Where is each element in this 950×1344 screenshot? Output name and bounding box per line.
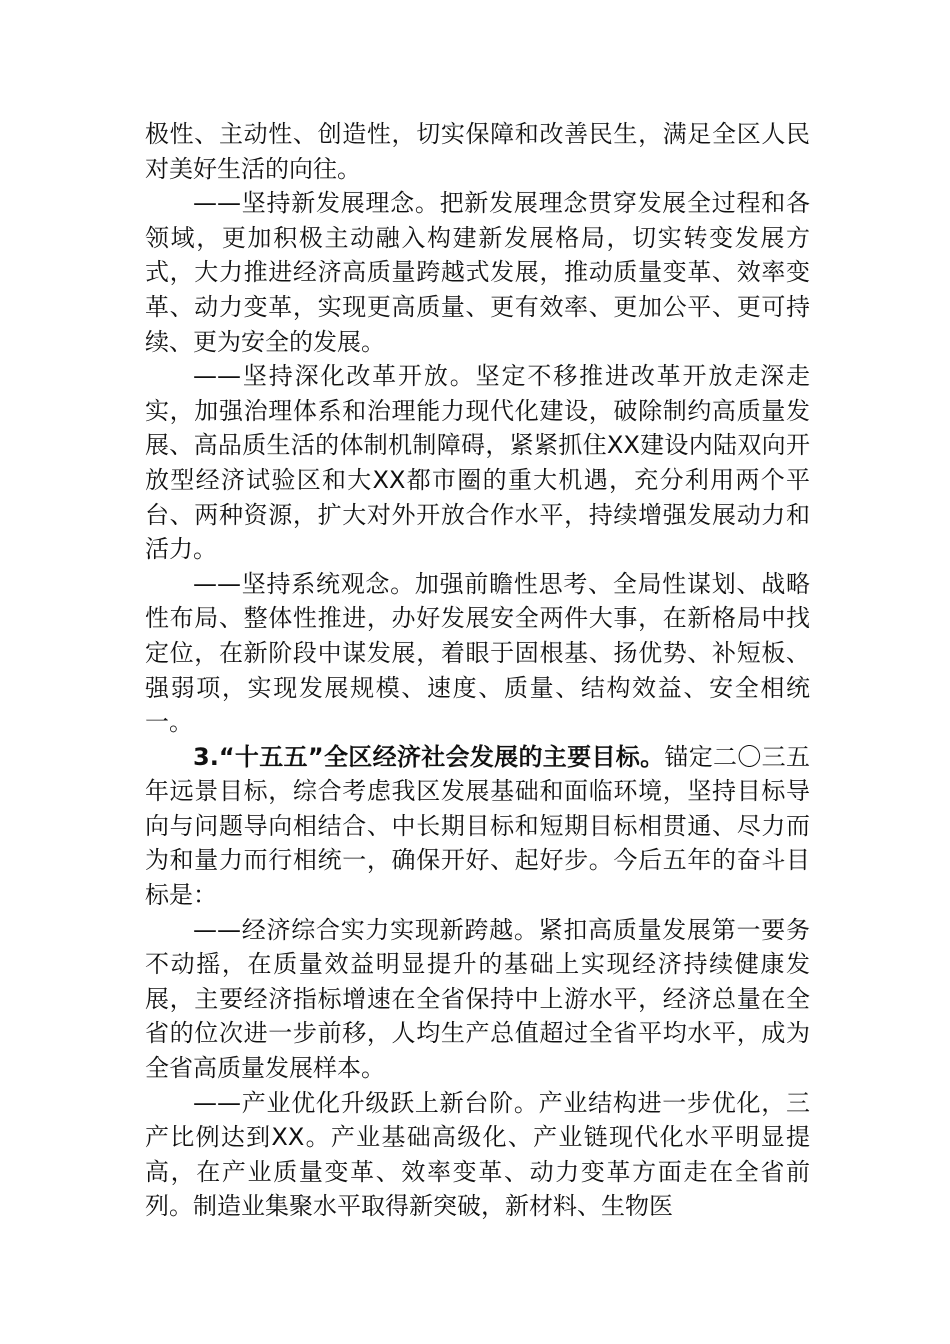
paragraph-continuation: 极性、主动性、创造性，切实保障和改善民生，满足全区人民对美好生活的向往。 bbox=[145, 120, 810, 183]
paragraph-system-view: ——坚持系统观念。加强前瞻性思考、全局性谋划、战略性布局、整体性推进，办好发展安全两件大事，在新格局中找定位，在新阶段中谋发展，着眼于固根基、扬优势、补短板、强弱项，实现发展规模、速度、质量、结构效益、安全相统一。 bbox=[145, 569, 810, 737]
paragraph-economic-strength: ——经济综合实力实现新跨越。紧扣高质量发展第一要务不动摇，在质量效益明显提升的基础上实现经济持续健康发展，主要经济指标增速在全省保持中上游水平，经济总量在全省的位次进一步前移，人均生产总值超过全省平均水平，成为全省高质量发展样本。 bbox=[145, 915, 810, 1083]
paragraph-main-goals bbox=[145, 740, 810, 913]
paragraph-industry-upgrade: ——产业优化升级跃上新台阶。产业结构进一步优化，三产比例达到XX。产业基础高级化、产业链现代化水平明显提高，在产业质量变革、效率变革、动力变革方面走在全省前列。制造业集聚水平取得新突破，新材料、生物医 bbox=[145, 1088, 810, 1221]
paragraph-reform-opening: ——坚持深化改革开放。坚定不移推进改革开放走深走实，加强治理体系和治理能力现代化建设，破除制约高质量发展、高品质生活的体制机制障碍，紧紧抓住XX建设内陆双向开放型经济试验区和大XX都市圈的重大机遇，充分利用两个平台、两种资源，扩大对外开放合作水平，持续增强发展动力和活力。 bbox=[145, 362, 810, 564]
section-heading: 3.“十五五”全区经济社会发展的主要目标。 bbox=[193, 742, 665, 771]
paragraph-new-development-concept: ——坚持新发展理念。把新发展理念贯穿发展全过程和各领域，更加积极主动融入构建新发展格局，切实转变发展方式，大力推进经济高质量跨越式发展，推动质量变革、效率变革、动力变革，实现更高质量、更有效率、更加公平、更可持续、更为安全的发展。 bbox=[145, 189, 810, 356]
document-body bbox=[145, 117, 810, 1224]
section-heading-body: 锚定二〇三五年远景目标，综合考虑我区发展基础和面临环境，坚持目标导向与问题导向相结合、中长期目标和短期目标相贯通、尽力而为和量力而行相统一，确保开好、起好步。今后五年的奋斗目标是： bbox=[145, 742, 810, 910]
